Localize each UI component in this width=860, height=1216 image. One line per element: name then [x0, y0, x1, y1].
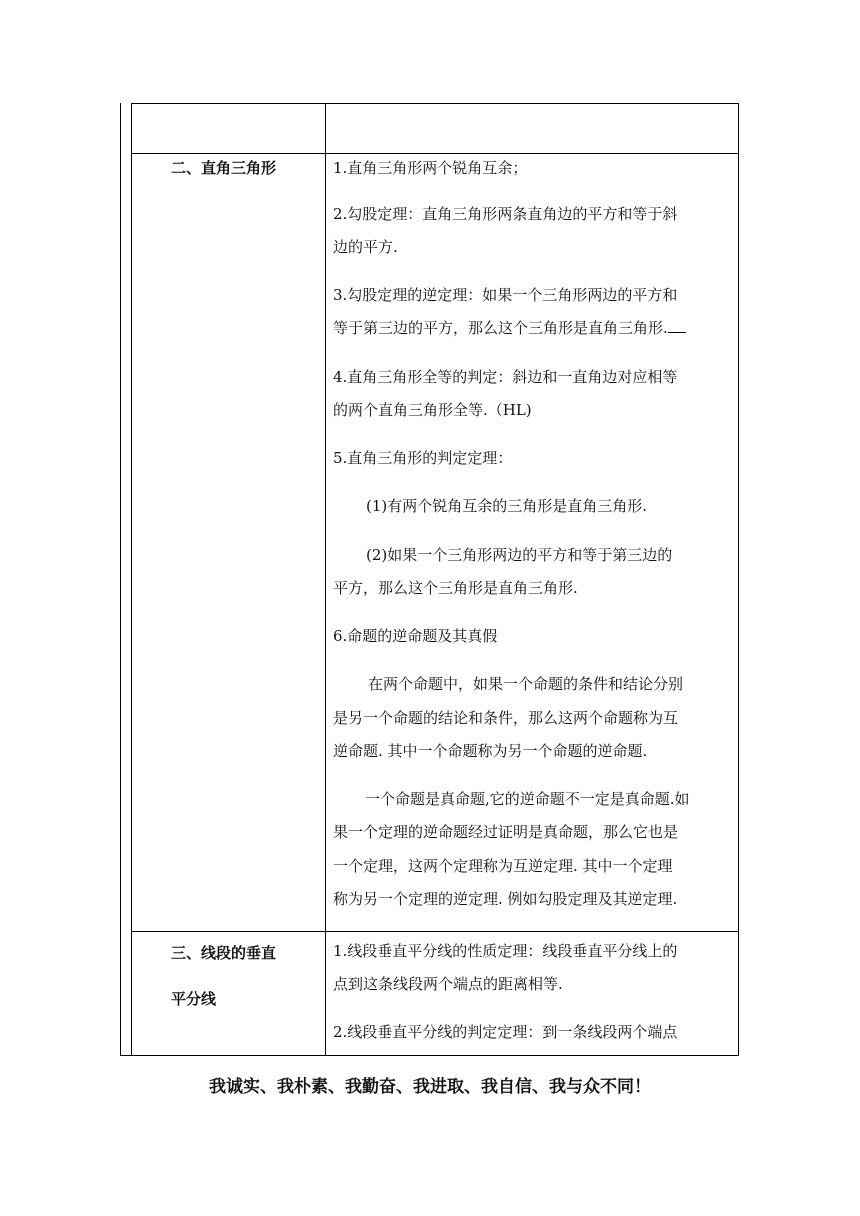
row2-line-10: 平方，那么这个三角形是直角三角形. — [333, 579, 578, 597]
row2-line-12: 在两个命题中，如果一个命题的条件和结论分别 — [368, 675, 684, 693]
section-heading-right-triangle: 二、直角三角形 — [171, 159, 277, 177]
answer-blank — [668, 318, 686, 333]
row2-line-15: 一个命题是真命题,它的逆命题不一定是真命题.如 — [365, 790, 690, 808]
row2-line-5: 4.直角三角形全等的判定：斜边和一直角边对应相等 — [333, 368, 678, 386]
row3-line-1: 点到这条线段两个端点的距离相等. — [333, 975, 563, 993]
row2-line-11: 6.命题的逆命题及其真假 — [333, 627, 498, 645]
section-heading-perpendicular-bisector-line1: 三、线段的垂直 — [171, 944, 277, 962]
row2-line-18: 称为另一个定理的逆定理. 例如勾股定理及其逆定理. — [333, 890, 678, 908]
row2-line-6: 的两个直角三角形全等.（HL) — [333, 401, 532, 419]
row2-line-9: (2)如果一个三角形两边的平方和等于第三边的 — [366, 546, 673, 564]
table-inner-left-border — [131, 103, 132, 1055]
row3-line-0: 1.线段垂直平分线的性质定理：线段垂直平分线上的 — [333, 942, 678, 960]
table-outer-left-border — [120, 103, 121, 1055]
section-heading-perpendicular-bisector-line2: 平分线 — [171, 990, 217, 1008]
table-top-border — [131, 103, 739, 104]
row2-line-7: 5.直角三角形的判定定理： — [333, 449, 513, 467]
row2-line-2: 边的平方. — [333, 238, 398, 256]
row2-line-16: 果一个定理的逆命题经过证明是真命题，那么它也是 — [333, 823, 679, 841]
row2-line-4-text: 等于第三边的平方，那么这个三角形是直角三角形. — [333, 319, 668, 337]
footer-motto: 我诚实、我朴素、我勤奋、我进取、我自信、我与众不同！ — [209, 1077, 651, 1097]
row2-line-4 — [333, 312, 739, 345]
row-divider-2 — [131, 931, 739, 932]
row2-line-1: 2.勾股定理：直角三角形两条直角边的平方和等于斜 — [333, 205, 678, 223]
table-bottom-border — [120, 1055, 739, 1056]
row2-line-13: 是另一个命题的结论和条件，那么这两个命题称为互 — [333, 709, 679, 727]
row2-line-17: 一个定理，这两个定理称为互逆定理. 其中一个定理 — [333, 857, 673, 875]
table-column-divider — [325, 103, 326, 1055]
row2-line-8: (1)有两个锐角互余的三角形是直角三角形. — [366, 497, 648, 515]
row2-line-14: 逆命题. 其中一个命题称为另一个命题的逆命题. — [333, 742, 648, 760]
row3-line-2: 2.线段垂直平分线的判定定理：到一条线段两个端点 — [333, 1023, 678, 1041]
row2-line-3: 3.勾股定理的逆定理：如果一个三角形两边的平方和 — [333, 286, 678, 304]
row2-line-0: 1.直角三角形两个锐角互余； — [333, 159, 528, 177]
